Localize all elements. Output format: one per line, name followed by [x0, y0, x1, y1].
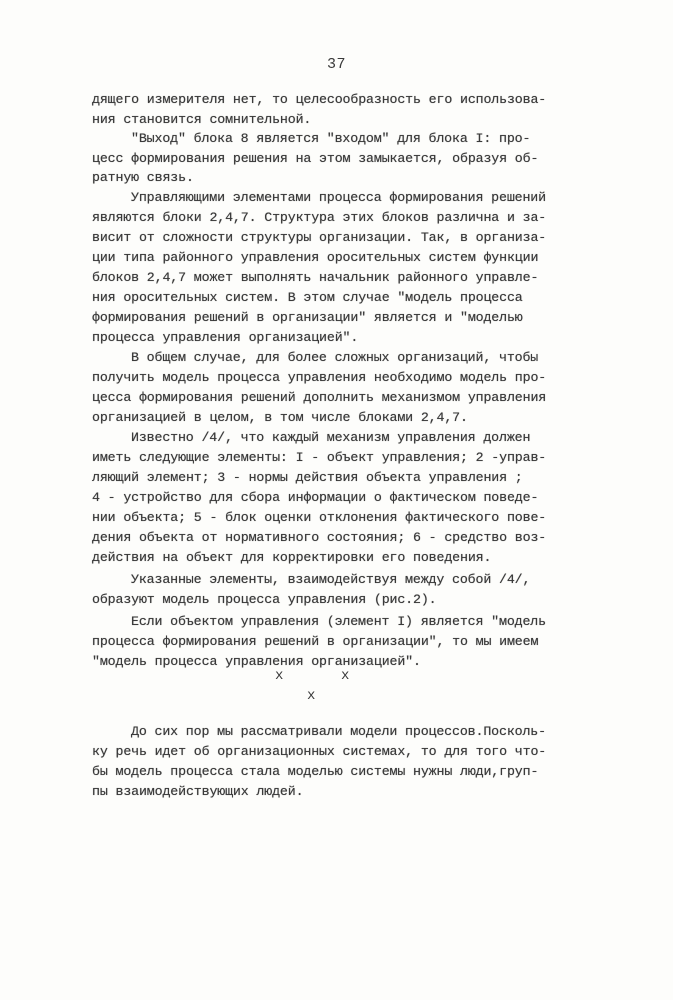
text-line: "модель процесса управления организацией".	[92, 654, 421, 669]
text-line: являются блоки 2,4,7. Структура этих блоков различна и за-	[92, 210, 547, 225]
text-line: бы модель процесса стала моделью системы нужны люди,груп-	[92, 764, 539, 779]
text-line: До сих пор мы рассматривали модели процессов.Посколь-	[131, 724, 546, 739]
text-line: Если объектом управления (элемент I) является "модель	[131, 614, 546, 629]
text-line: образуют модель процесса управления (рис.2).	[92, 592, 437, 607]
text-line: блоков 2,4,7 может выполнять начальник районного управле-	[92, 270, 539, 285]
text-line: ния оросительных систем. В этом случае "модель процесса	[92, 290, 523, 305]
text-line: дящего измерителя нет, то целесообразность его использова-	[92, 92, 547, 107]
text-line: организацией в целом, в том числе блоками 2,4,7.	[92, 410, 468, 425]
text-line: ния становится сомнительной.	[92, 112, 312, 127]
page-number: 37	[326, 56, 346, 73]
separator-mark: x	[307, 688, 316, 704]
text-line: получить модель процесса управления необходимо модель про-	[92, 370, 547, 385]
text-line: Известно /4/, что каждый механизм управления должен	[131, 430, 531, 445]
section-separator	[0, 668, 673, 708]
text-line: Управляющими элементами процесса формирования решений	[131, 190, 546, 205]
text-line: формирования решений в организации" является и "моделью	[92, 310, 523, 325]
text-line: висит от сложности структуры организации. Так, в организа-	[92, 230, 547, 245]
text-line: цесс формирования решения на этом замыкается, образуя об-	[92, 151, 539, 166]
text-line: действия на объект для корректировки его поведения.	[92, 550, 492, 565]
text-line: ции типа районного управления оросительных систем функции	[92, 250, 539, 265]
text-line: иметь следующие элементы: I - объект управления; 2 -управ-	[92, 450, 547, 465]
text-line: В общем случае, для более сложных организаций, чтобы	[131, 350, 539, 365]
separator-mark: x	[275, 668, 284, 684]
text-line: нии объекта; 5 - блок оценки отклонения фактического пове-	[92, 510, 547, 525]
text-line: ратную связь.	[92, 170, 194, 185]
text-line: пы взаимодействующих людей.	[92, 784, 304, 799]
text-line: цесса формирования решений дополнить механизмом управления	[92, 390, 547, 405]
text-line: Указанные элементы, взаимодействуя между собой /4/,	[131, 572, 531, 587]
text-line: процесса формирования решений в организации", то мы имеем	[92, 634, 539, 649]
text-line: 4 - устройство для сбора информации о фактическом поведе-	[92, 490, 539, 505]
text-line: ку речь идет об организационных системах, то для того что-	[92, 744, 547, 759]
text-line: процесса управления организацией".	[92, 330, 359, 345]
text-line: ляющий элемент; 3 - нормы действия объекта управления ;	[92, 470, 523, 485]
text-line: дения объекта от нормативного состояния; 6 - средство воз-	[92, 530, 547, 545]
text-line: "Выход" блока 8 является "входом" для блока I: про-	[131, 131, 531, 146]
separator-mark: x	[341, 668, 350, 684]
